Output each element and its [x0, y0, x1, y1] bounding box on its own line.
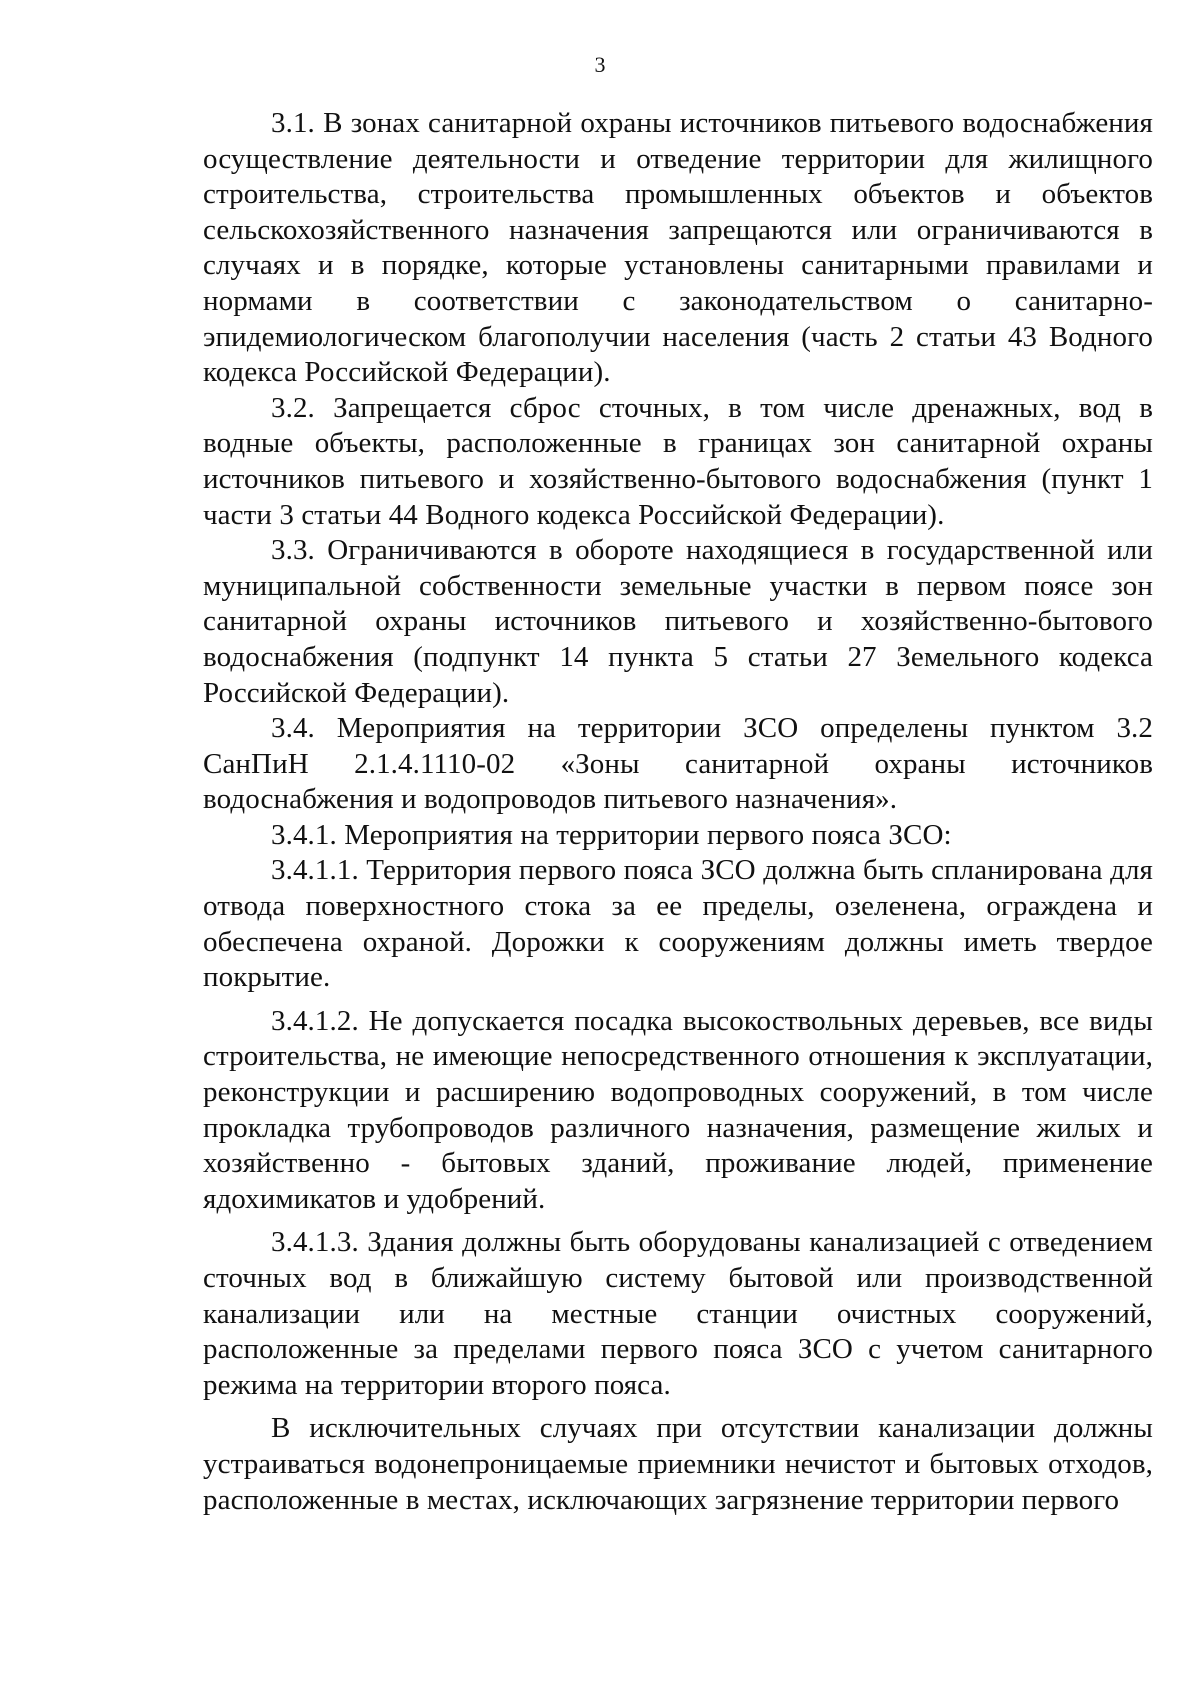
paragraph-exceptional-cases: В исключительных случаях при отсутствии канализации должны устраиваться водонепроницаемые приемники нечистот и бытовых отходов, расположенные в местах, исключающих загрязнение территории первого — [203, 1412, 1153, 1516]
document-body — [203, 106, 1153, 1518]
paragraph-3-3: 3.3. Ограничиваются в обороте находящиеся в государственной или муниципальной собственности земельные участки в первом поясе зон санитарной охраны источников питьевого и хозяйственно-бытового водоснабжения (подпункт 14 пункта 5 статьи 27 Земельного кодекса Российской Федерации). — [203, 534, 1153, 709]
paragraph-3-1: 3.1. В зонах санитарной охраны источников питьевого водоснабжения осуществление деятельности и отведение территории для жилищного строительства, строительства промышленных объектов и объектов сельскохозяйственного назначения запрещаются или ограничиваются в случаях и в порядке, которые установлены санитарными правилами и нормами в соответствии с законодательством о санитарно-эпидемиологическом благополучии населения (часть 2 статьи 43 Водного кодекса Российской Федерации). — [203, 107, 1153, 389]
paragraph-3-4: 3.4. Мероприятия на территории ЗСО определены пунктом 3.2 СанПиН 2.1.4.1110-02 «Зоны санитарной охраны источников водоснабжения и водопроводов питьевого назначения». — [203, 712, 1153, 816]
page-number: 3 — [594, 52, 606, 77]
paragraph-3-4-1: 3.4.1. Мероприятия на территории первого пояса ЗСО: — [271, 818, 952, 851]
paragraph-3-4-1-1: 3.4.1.1. Территория первого пояса ЗСО должна быть спланирована для отвода поверхностного стока за ее пределы, озеленена, ограждена и обеспечена охраной. Дорожки к сооружениям должны иметь твердое покрытие. — [203, 854, 1153, 994]
paragraph-3-2: 3.2. Запрещается сброс сточных, в том числе дренажных, вод в водные объекты, расположенные в границах зон санитарной охраны источников питьевого и хозяйственно-бытового водоснабжения (пункт 1 части 3 статьи 44 Водного кодекса Российской Федерации). — [203, 391, 1153, 531]
paragraph-3-4-1-3: 3.4.1.3. Здания должны быть оборудованы канализацией с отведением сточных вод в ближайшую систему бытовой или производственной канализации или на местные станции очистных сооружений, расположенные за пределами первого пояса ЗСО с учетом санитарного режима на территории второго пояса. — [203, 1226, 1153, 1401]
paragraph-3-4-1-2: 3.4.1.2. Не допускается посадка высокоствольных деревьев, все виды строительства, не имеющие непосредственного отношения к эксплуатации, реконструкции и расширению водопроводных сооружений, в том числе прокладка трубопроводов различного назначения, размещение жилых и хозяйственно - бытовых зданий, проживание людей, применение ядохимикатов и удобрений. — [203, 1004, 1153, 1215]
